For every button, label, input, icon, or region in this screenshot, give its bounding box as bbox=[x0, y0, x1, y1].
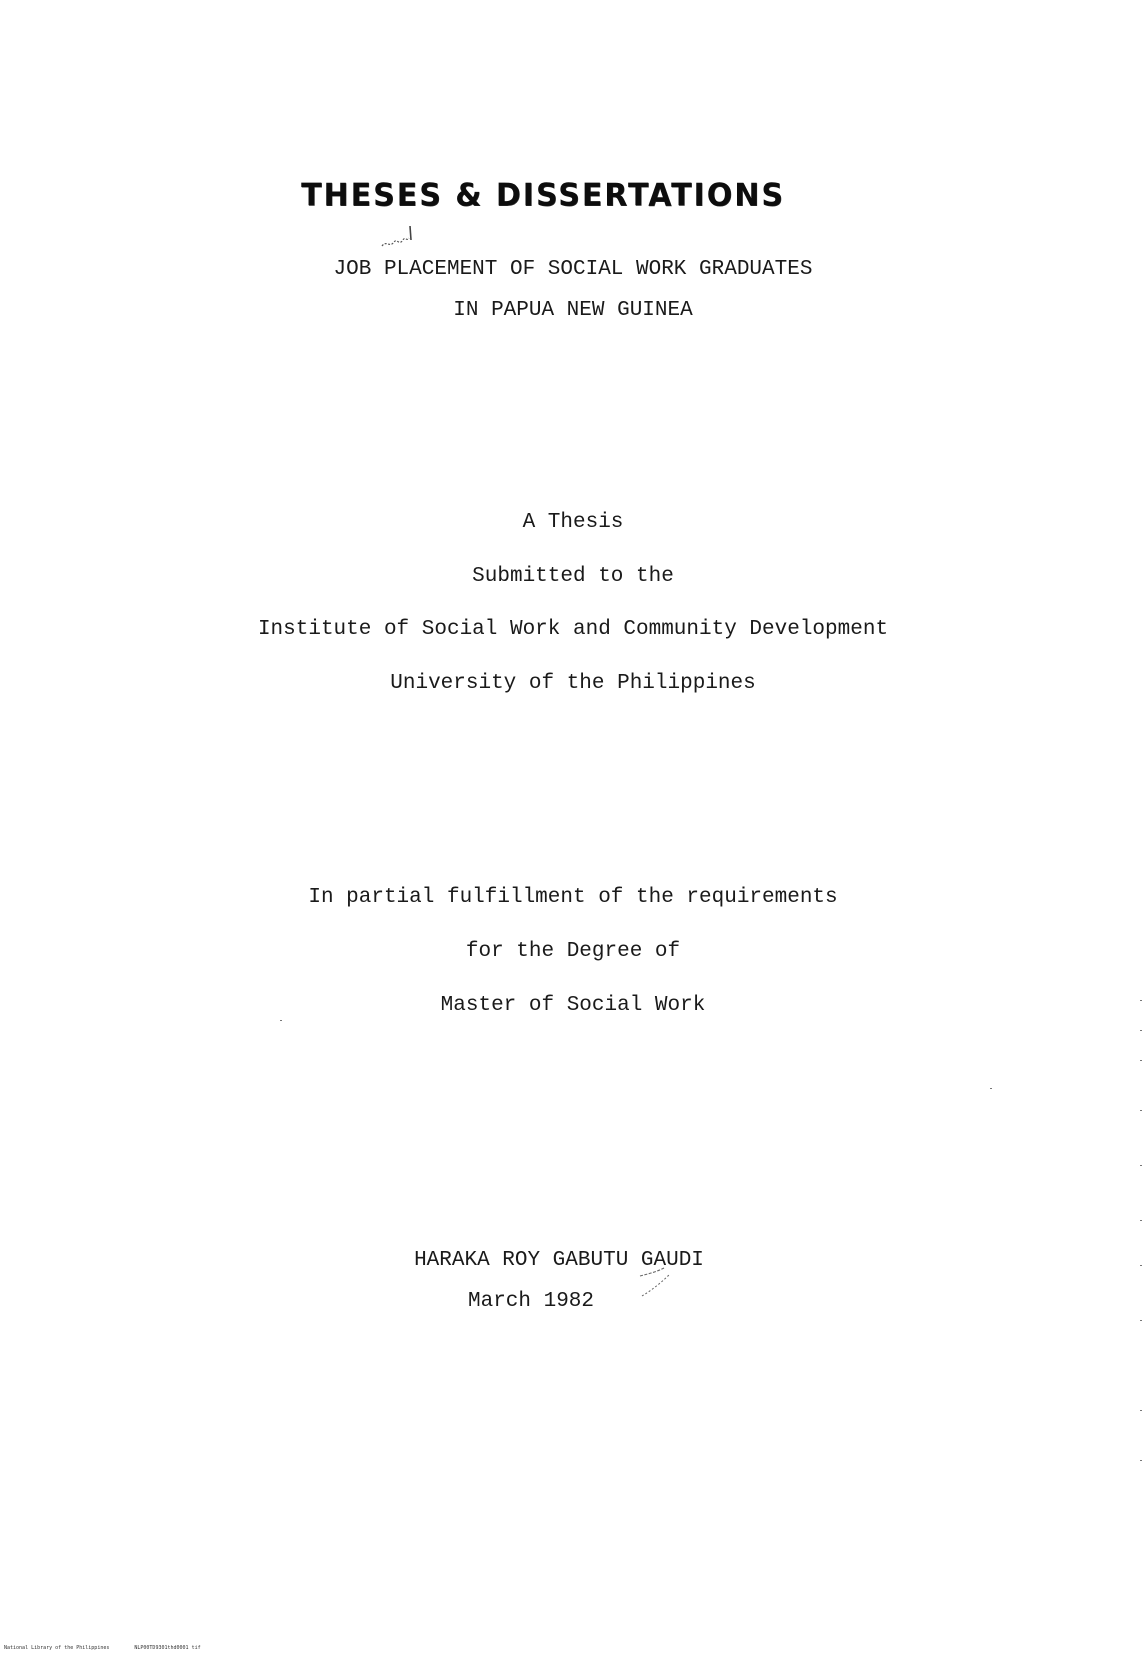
submission-line-1: A Thesis bbox=[522, 511, 624, 534]
requirements-line-2: for the Degree of bbox=[465, 940, 681, 963]
degree-name: Master of Social Work bbox=[440, 994, 706, 1017]
scan-speck bbox=[1140, 1220, 1142, 1221]
institute-name: Institute of Social Work and Community Development bbox=[257, 618, 889, 641]
footer-file-id: NLP00TD9301thd0001 tif bbox=[134, 1645, 201, 1651]
requirements-line-1: In partial fulfillment of the requirements bbox=[308, 886, 838, 909]
scan-speck bbox=[1140, 1410, 1142, 1411]
scan-speck bbox=[1140, 1460, 1142, 1461]
scan-speck bbox=[1140, 1110, 1142, 1111]
university-name: University of the Philippines bbox=[390, 672, 756, 695]
scan-footer bbox=[4, 1645, 223, 1651]
scan-speck bbox=[1140, 1265, 1142, 1266]
scan-speck bbox=[990, 1088, 992, 1089]
scan-speck bbox=[1140, 1000, 1142, 1001]
submission-date: March 1982 bbox=[467, 1290, 595, 1313]
footer-library: National Library of the Philippines bbox=[4, 1645, 110, 1651]
author-name: HARAKA ROY GABUTU GAUDI bbox=[414, 1249, 704, 1272]
scan-speck bbox=[1140, 1060, 1142, 1061]
scan-speck bbox=[1140, 1165, 1142, 1166]
handwritten-scribble bbox=[380, 222, 420, 252]
thesis-title-line-1: JOB PLACEMENT OF SOCIAL WORK GRADUATES bbox=[333, 258, 813, 281]
submission-line-2: Submitted to the bbox=[472, 565, 674, 588]
scan-speck bbox=[1140, 1030, 1142, 1031]
theses-dissertations-stamp: THESES & DISSERTATIONS bbox=[301, 177, 785, 214]
scan-speck bbox=[1140, 1320, 1142, 1321]
thesis-title-line-2: IN PAPUA NEW GUINEA bbox=[453, 299, 693, 322]
scan-speck bbox=[280, 1020, 282, 1021]
